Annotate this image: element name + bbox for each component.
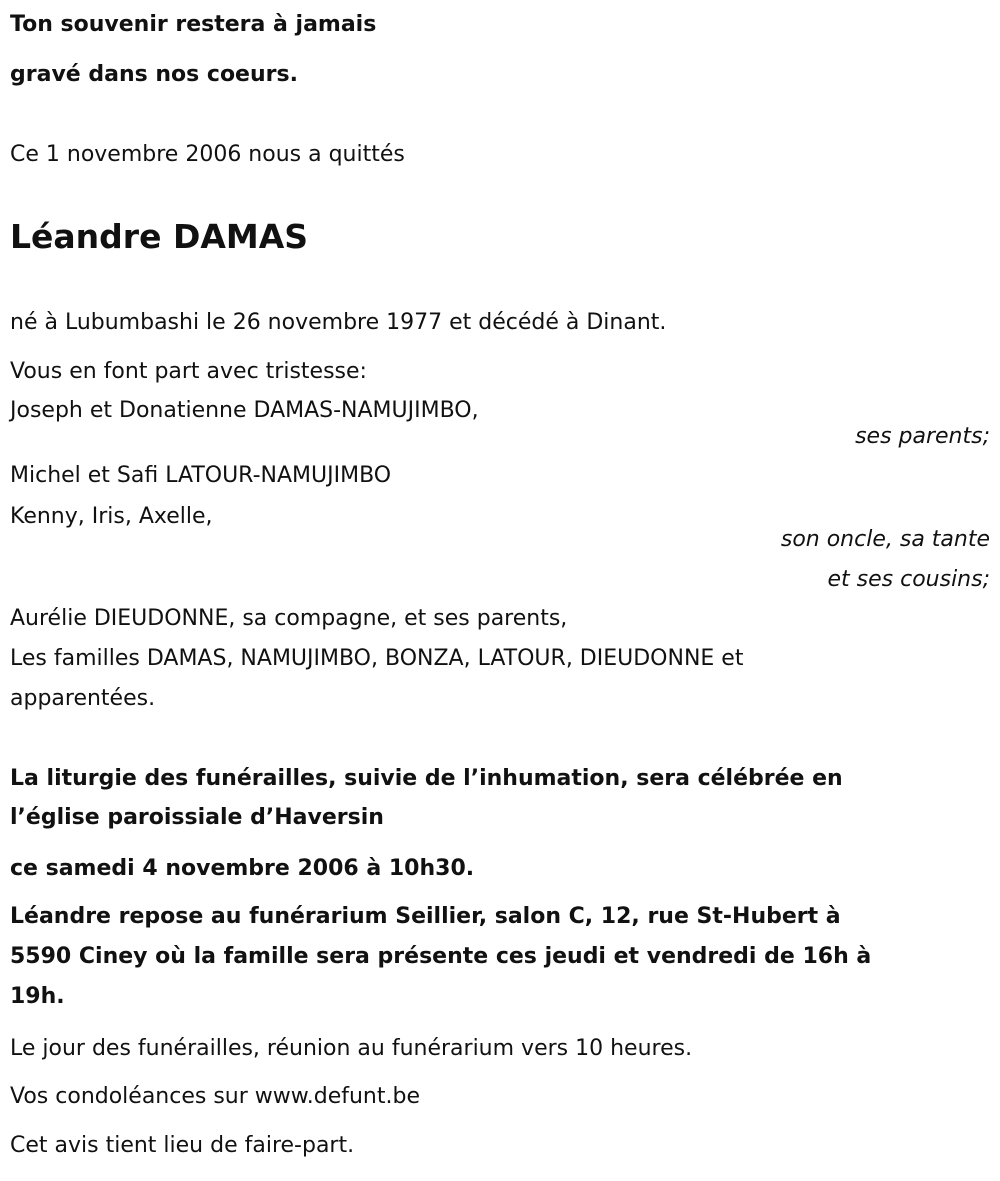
partner-text: Aurélie DIEUDONNE, sa compagne, et ses parents,: [10, 606, 568, 631]
families-line-1: Les familles DAMAS, NAMUJIMBO, BONZA, LATOUR, DIEUDONNE et: [10, 646, 744, 671]
footer-meeting: Le jour des funérailles, réunion au funérarium vers 10 heures.: [10, 1036, 693, 1061]
birth-text: né à Lubumbashi le 26 novembre 1977 et décédé à Dinant.: [10, 310, 667, 335]
ceremony-line-1: La liturgie des funérailles, suivie de l’inhumation, sera célébrée en: [10, 766, 843, 791]
uncle-role-2: et ses cousins;: [827, 567, 990, 592]
parents-role: ses parents;: [855, 424, 990, 449]
footer-notice: Cet avis tient lieu de faire-part.: [10, 1133, 355, 1158]
footer-condolences: Vos condoléances sur www.defunt.be: [10, 1084, 420, 1109]
cousins-names: Kenny, Iris, Axelle,: [10, 504, 213, 529]
announce-text: Vous en font part avec tristesse:: [10, 359, 367, 384]
uncle-role-1: son oncle, sa tante: [780, 527, 990, 552]
epitaph-line-1: Ton souvenir restera à jamais: [10, 12, 377, 37]
rest-line-3: 19h.: [10, 984, 65, 1009]
epitaph-line-2: gravé dans nos coeurs.: [10, 62, 298, 87]
ceremony-date: ce samedi 4 novembre 2006 à 10h30.: [10, 856, 475, 881]
ceremony-line-2: l’église paroissiale d’Haversin: [10, 805, 384, 830]
uncle-names: Michel et Safi LATOUR-NAMUJIMBO: [10, 463, 392, 488]
deceased-name: Léandre DAMAS: [10, 217, 309, 256]
rest-line-2: 5590 Ciney où la famille sera présente ces jeudi et vendredi de 16h à: [10, 944, 872, 969]
intro-text: Ce 1 novembre 2006 nous a quittés: [10, 142, 405, 167]
rest-line-1: Léandre repose au funérarium Seillier, salon C, 12, rue St-Hubert à: [10, 904, 841, 929]
parents-names: Joseph et Donatienne DAMAS-NAMUJIMBO,: [10, 398, 479, 423]
families-line-2: apparentées.: [10, 686, 156, 711]
